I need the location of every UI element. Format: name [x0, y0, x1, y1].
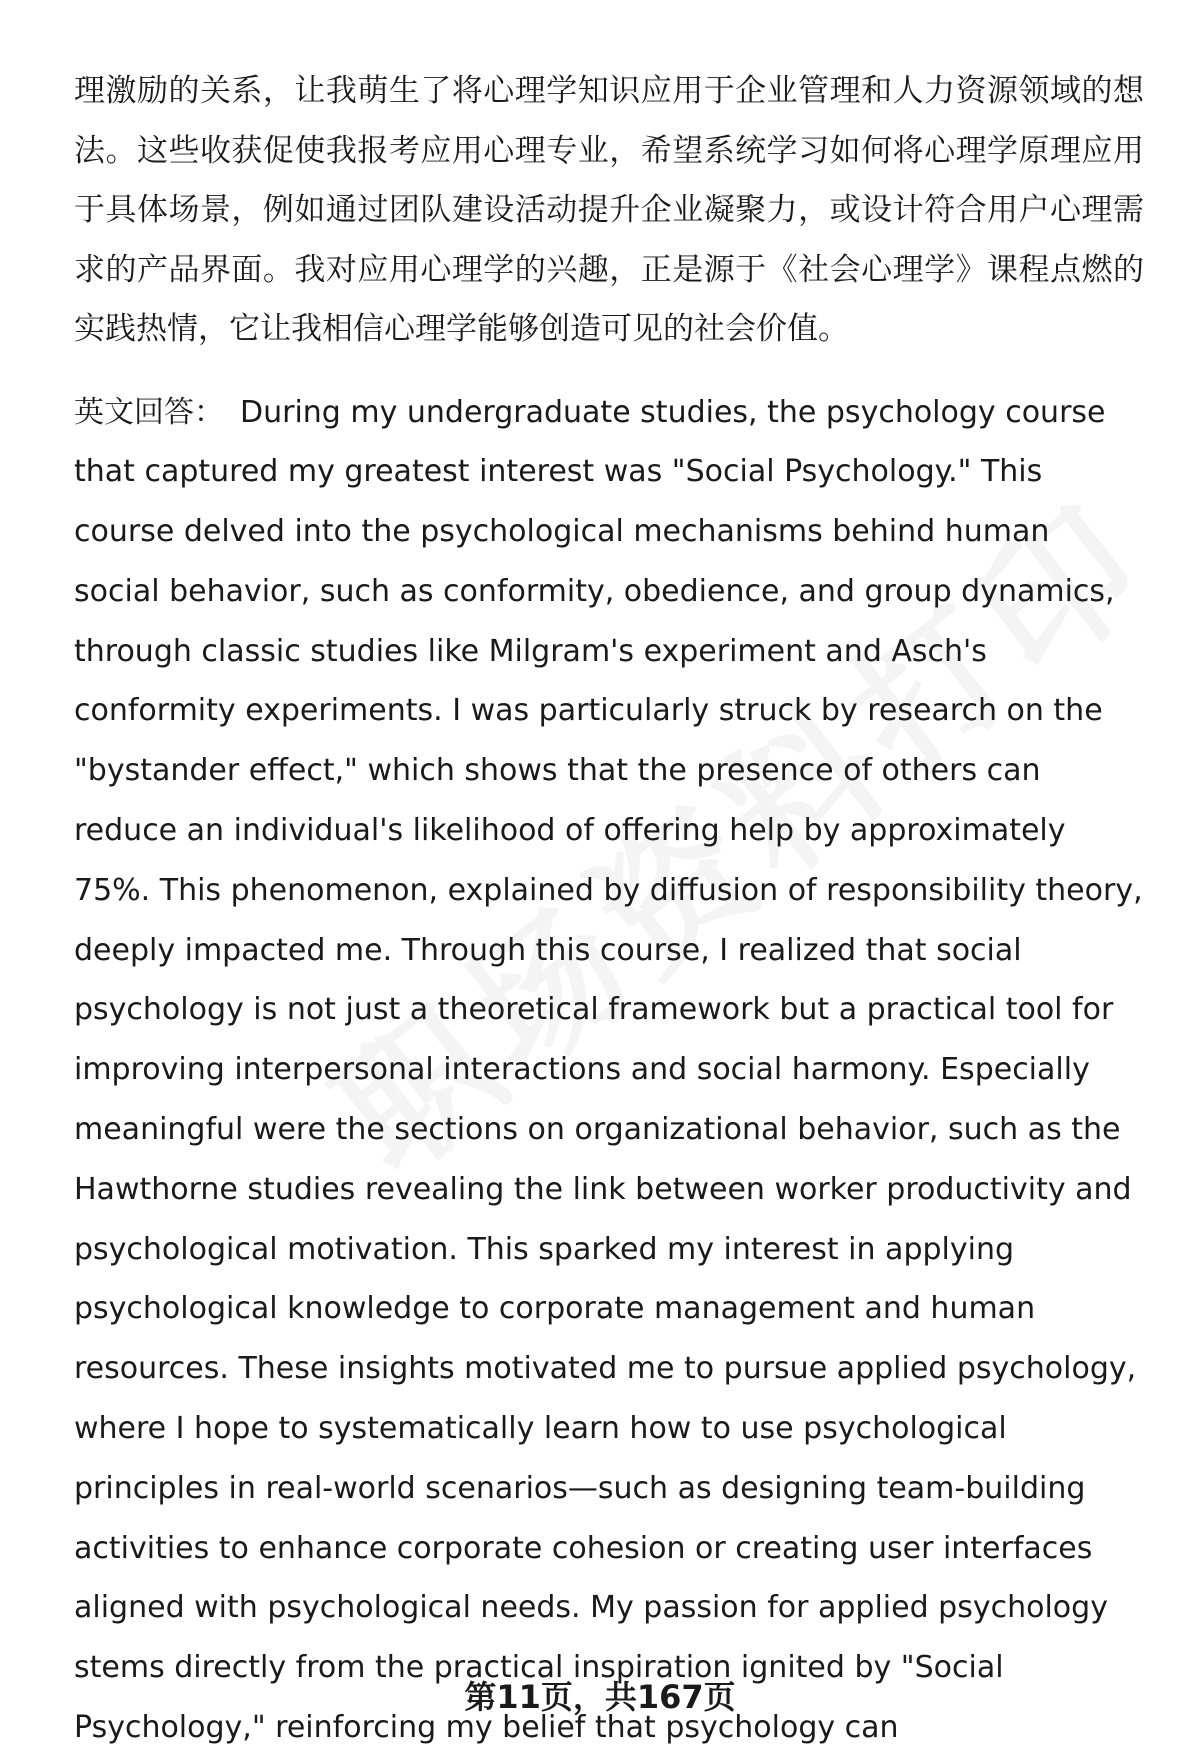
- document-body: [74, 62, 1144, 1758]
- english-answer-paragraph: [74, 383, 1144, 1758]
- page-number-footer: 第11页，共167页: [464, 1678, 736, 1716]
- english-answer-label: 英文回答：: [74, 394, 224, 430]
- chinese-answer-paragraph: 理激励的关系，让我萌生了将心理学知识应用于企业管理和人力资源领域的想法。这些收获促使我报考应用心理专业，希望系统学习如何将心理学原理应用于具体场景，例如通过团队建设活动提升企业凝聚力，或设计符合用户心理需求的产品界面。我对应用心理学的兴趣，正是源于《社会心理学》课程点燃的实践热情，它让我相信心理学能够创造可见的社会价值。: [74, 73, 1144, 347]
- english-answer-text: During my undergraduate studies, the psychology course that captured my greatest interest was "Social Psychology." This course delved into the psychological mechanisms behind human social behavior, such as conformity, obedience, and group dynamics, through classic studies like Milgram's experiment and Asch's conformity experiments. I was particularly struck by research on the "bystander effect," which shows that the presence of others can reduce an individual's likelihood of offering help by approximately 75%. This phenomenon, explained by diffusion of responsibility theory, deeply impacted me. Through this course, I realized that social psychology is not just a theoretical framework but a practical tool for improving interpersonal interactions and social harmony. Especially meaningful were the sections on organizational behavior, such as the Hawthorne studies revealing the link between worker productivity and psychological motivation. This sparked my interest in applying psychological knowledge to corporate management and human resources. These insights motivated me to pursue applied psychology, where I hope to systematically learn how to use psychological principles in real-world scenarios—such as designing team-building activities to enhance corporate cohesion or creating user interfaces aligned with psychological needs. My passion for applied psychology stems directly from the practical inspiration ignited by "Social Psychology," reinforcing my belief that psychology can: [74, 394, 1143, 1746]
